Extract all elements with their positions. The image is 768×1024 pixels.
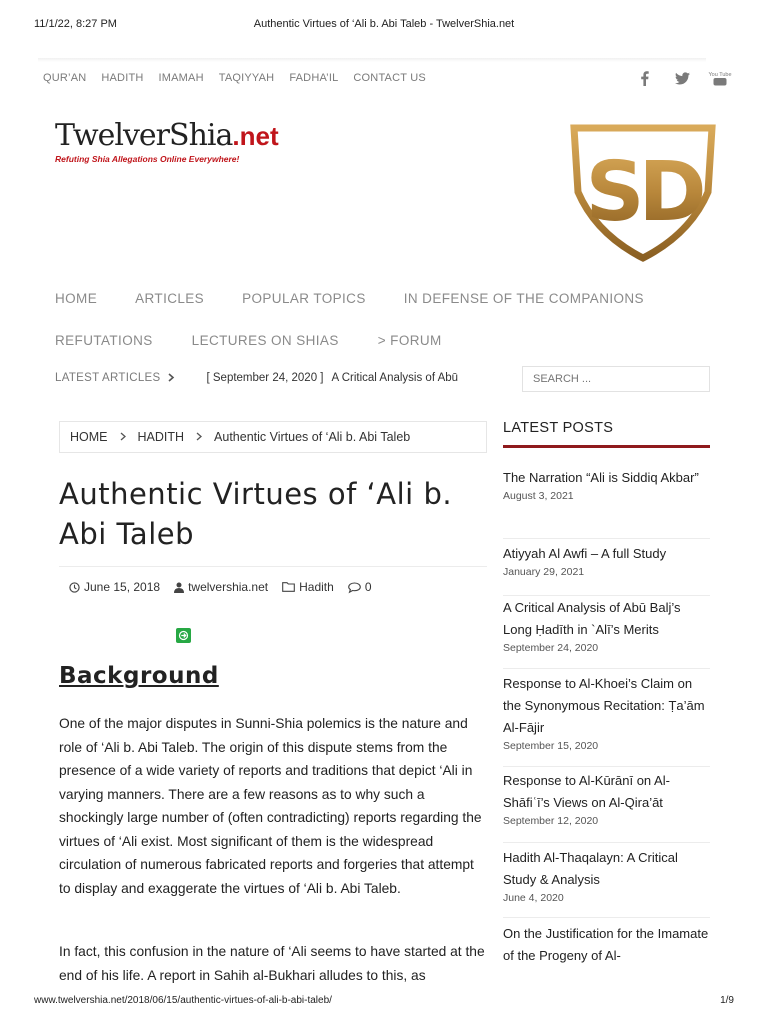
youtube-icon-label: You Tube [708,72,732,78]
meta-comments[interactable] [348,580,372,594]
print-datetime: 11/1/22, 8:27 PM [34,18,117,30]
breadcrumb-category[interactable]: HADITH [137,430,185,444]
main-nav-row-1 [55,291,644,306]
sidebar-post-date: September 15, 2020 [503,740,599,752]
sidebar-post [503,673,710,767]
latest-articles-ticker [55,371,458,385]
youtube-icon[interactable] [708,70,732,86]
main-nav-row-2 [55,333,442,348]
section-heading: Background [59,663,219,689]
sidebar-post-title[interactable]: On the Justification for the Imamate of the Progeny of Al- [503,926,709,963]
breadcrumb-home[interactable]: HOME [70,430,108,444]
sidebar-post-title[interactable]: Response to Al-Kūrānī on Al-Shāfiʿī’s Views on Al-Qira’āt [503,773,670,810]
meta-date [69,580,160,594]
share-button[interactable] [176,628,191,643]
sidebar-post [503,543,710,596]
nav-articles[interactable]: ARTICLES [135,291,205,306]
nav-defense-of-companions[interactable]: IN DEFENSE OF THE COMPANIONS [403,291,644,306]
sidebar-post-title[interactable]: Response to Al-Khoei’s Claim on the Synonymous Recitation: Ṭa’ām Al-Fājir [503,676,705,735]
top-nav-hadith[interactable]: HADITH [101,72,144,84]
logo-wordmark [55,118,279,153]
sidebar-post-title[interactable]: Hadith Al-Thaqalayn: A Critical Study & Analysis [503,850,678,887]
sidebar-title: LATEST POSTS [503,420,614,436]
sidebar-post [503,847,710,918]
sidebar-post-date: January 29, 2021 [503,566,585,578]
print-header [34,18,734,32]
article-paragraph: In fact, this confusion in the nature of ‘Ali seems to have started at the end of his life. A report in Sahih al-Bukhari alludes to this, as [59,944,485,983]
meta-category[interactable] [282,580,334,594]
print-page-number: 1/9 [720,995,734,1006]
sidebar-post-date: September 24, 2020 [503,642,599,654]
sidebar-post-title[interactable]: A Critical Analysis of Abū Balj’s Long Ḥadīth in `Alī’s Merits [503,600,681,637]
share-icon [178,630,189,641]
sidebar-post [503,597,710,669]
print-footer-url: www.twelvershia.net/2018/06/15/authentic-virtues-of-ali-b-abi-taleb/ [34,995,332,1006]
emblem-letters: SD [585,145,701,240]
breadcrumb [59,421,487,453]
meta-comments-count: 0 [364,580,372,594]
article-paragraph: One of the major disputes in Sunni-Shia polemics is the nature and role of ‘Ali b. Abi Taleb. The origin of this dispute stems from the presence of a wide variety of reports and traditions that depict ‘Ali in varying manners. There are a few reasons as to why such a shockingly large number of (often contradicting) reports regarding the virtues of ‘Ali exist. Most significant of them is the widespread circulation of numerous fabricated reports and forgeries that attempt to display and exaggerate the virtues of ‘Ali b. Abi Taleb. [59,716,482,896]
sidebar-post [503,770,710,843]
print-page-title: Authentic Virtues of ‘Ali b. Abi Taleb - TwelverShia.net [253,18,515,30]
logo-suffix: .net [232,121,279,151]
facebook-icon[interactable] [636,70,652,86]
nav-lectures-on-shias[interactable]: LECTURES ON SHIAS [191,333,339,348]
meta-date-text: June 15, 2018 [84,580,161,594]
top-nav-imamah[interactable]: IMAMAH [158,72,204,84]
shield-emblem-icon [570,122,716,262]
logo-tagline: Refuting Shia Allegations Online Everywhere! [55,154,240,164]
top-nav [43,72,426,84]
comment-icon [348,582,361,593]
chevron-right-icon [120,430,126,444]
folder-icon [282,582,295,592]
nav-home[interactable]: HOME [55,291,98,306]
sidebar-post-title[interactable]: The Narration “Ali is Siddiq Akbar” [503,470,699,485]
top-nav-contact-us[interactable]: CONTACT US [353,72,426,84]
meta-divider [59,566,487,567]
nav-popular-topics[interactable]: POPULAR TOPICS [242,291,366,306]
ticker-item[interactable] [206,372,458,384]
top-nav-taqiyyah[interactable]: TAQIYYAH [218,72,275,84]
chevron-right-icon [196,430,202,444]
meta-category-text: Hadith [299,580,334,594]
sidebar-post-date: September 12, 2020 [503,815,599,827]
chevron-right-icon [168,371,174,385]
sidebar-post [503,923,710,967]
breadcrumb-current: Authentic Virtues of ‘Ali b. Abi Taleb [214,430,411,444]
clock-icon [69,582,80,593]
search-input[interactable] [522,366,710,392]
top-nav-fadhail[interactable]: FADHA’IL [289,72,339,84]
sidebar-post [503,467,710,539]
meta-author-text: twelvershia.net [188,580,269,594]
ticker-date: [ September 24, 2020 ] [206,372,324,384]
twitter-icon[interactable] [674,70,690,86]
nav-refutations[interactable]: REFUTATIONS [55,333,153,348]
site-logo[interactable] [55,118,279,172]
sidebar-post-date: August 3, 2021 [503,490,574,502]
article-meta [69,580,372,594]
social-links [636,70,732,86]
meta-author[interactable] [174,580,268,594]
sidebar-post-date: June 4, 2020 [503,892,564,904]
ticker-label: LATEST ARTICLES [55,372,161,384]
topbar-divider [38,58,706,62]
sidebar-title-underline [503,445,710,448]
nav-forum[interactable]: > FORUM [377,333,442,348]
sidebar-post-title[interactable]: Atiyyah Al Awfi – A full Study [503,546,667,561]
logo-name: TwelverShia [55,118,233,153]
top-nav-quran[interactable]: QUR’AN [43,72,87,84]
article-title: Authentic Virtues of ‘Ali b. Abi Taleb [59,477,453,551]
user-icon [174,582,184,593]
ticker-headline: A Critical Analysis of Abū [331,372,459,384]
